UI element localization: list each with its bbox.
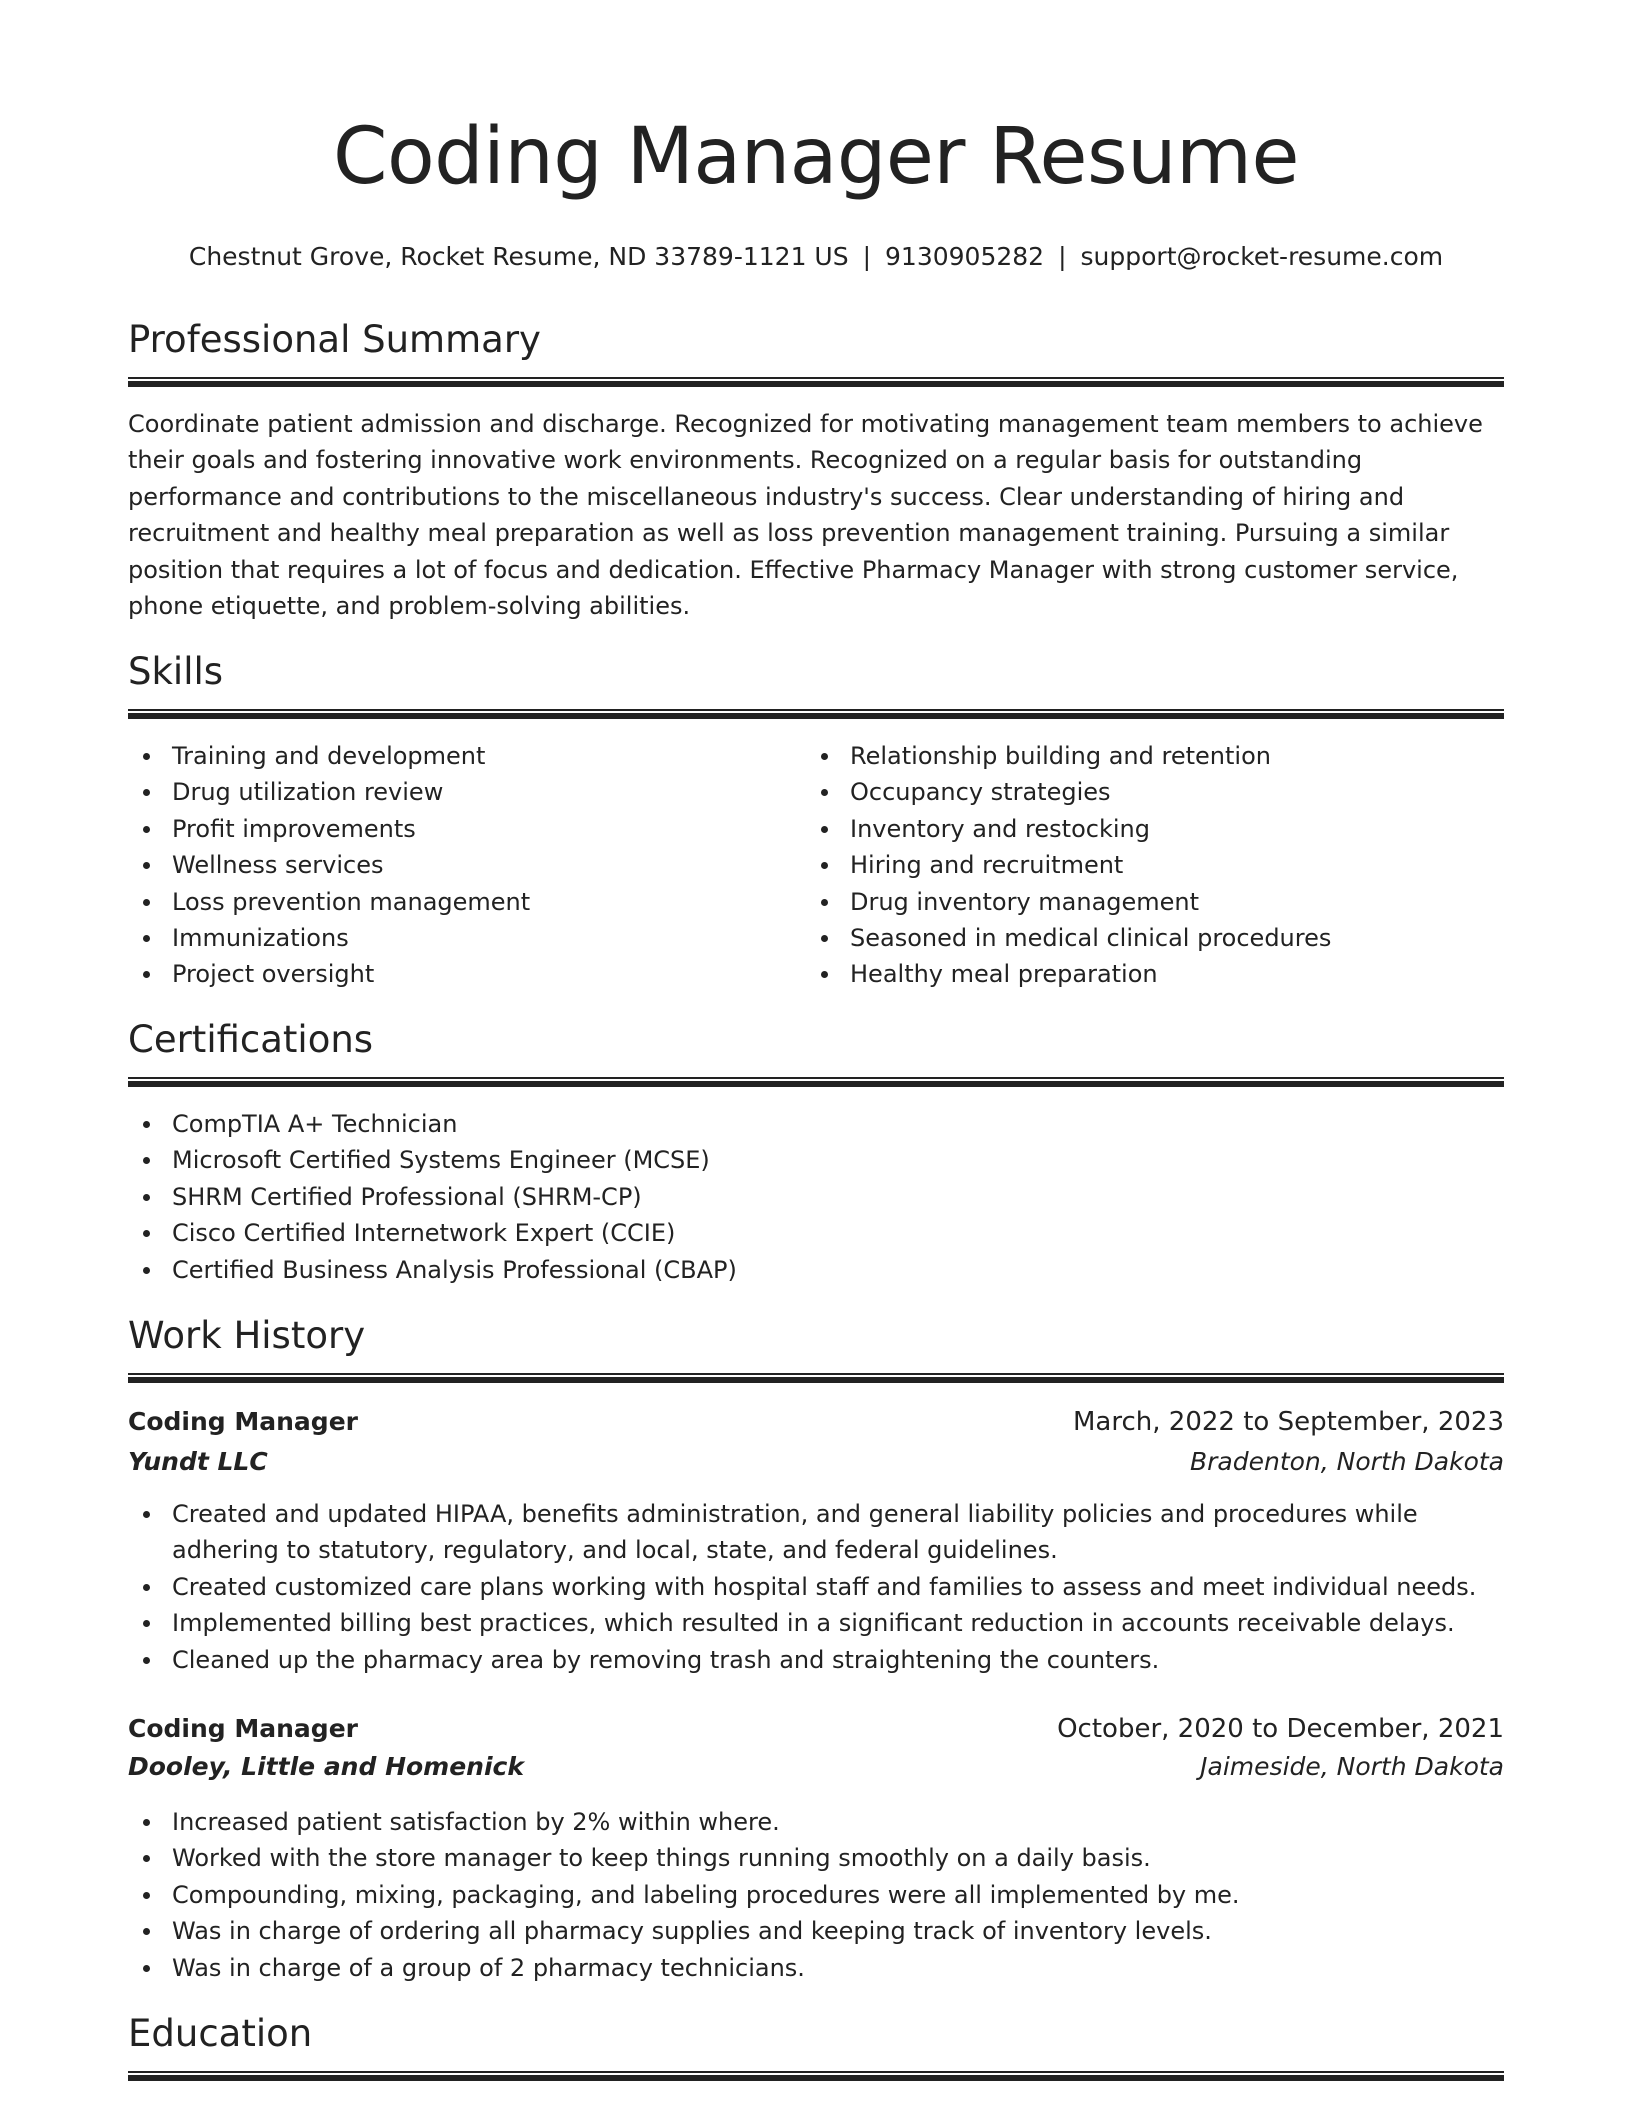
job-company: Dooley, Little and Homenick (128, 1752, 524, 1781)
job-company: Yundt LLC (128, 1447, 268, 1476)
skills-heading: Skills (128, 650, 224, 693)
job-bullet: Created and updated HIPAA, benefits administration, and general liability policies and procedures while adhering to statutory, regulatory, and local, state, and federal guidelines. (128, 1496, 1504, 1569)
skill-item: Hiring and recruitment (806, 847, 1504, 883)
summary-heading: Professional Summary (128, 318, 541, 361)
skills-list-right (806, 738, 1504, 993)
contact-phone: 9130905282 (885, 242, 1045, 271)
certifications-list (128, 1106, 1504, 1288)
job-bullets (128, 1496, 1504, 1678)
skill-item: Project oversight (128, 956, 788, 992)
skill-item: Healthy meal preparation (806, 956, 1504, 992)
skill-item: Inventory and restocking (806, 811, 1504, 847)
job-bullet: Was in charge of ordering all pharmacy supplies and keeping track of inventory levels. (128, 1913, 1504, 1949)
job-bullet: Implemented billing best practices, which resulted in a significant reduction in accounts receivable delays. (128, 1605, 1504, 1641)
contact-line (0, 242, 1632, 272)
job-location: Jaimeside, North Dakota (1200, 1752, 1504, 1781)
job-bullet: Created customized care plans working with hospital staff and families to assess and meet individual needs. (128, 1569, 1504, 1605)
skill-item: Training and development (128, 738, 788, 774)
skill-item: Occupancy strategies (806, 774, 1504, 810)
section-divider (128, 709, 1504, 719)
skill-item: Wellness services (128, 847, 788, 883)
certification-item: CompTIA A+ Technician (128, 1106, 1504, 1142)
contact-separator: | (862, 242, 872, 271)
job-bullet: Worked with the store manager to keep things running smoothly on a daily basis. (128, 1840, 1504, 1876)
contact-separator: | (1058, 242, 1067, 271)
certification-item: Microsoft Certified Systems Engineer (MCSE) (128, 1142, 1504, 1178)
section-divider (128, 1077, 1504, 1087)
section-divider (128, 377, 1504, 387)
work-history-heading: Work History (128, 1314, 366, 1357)
job-bullet: Increased patient satisfaction by 2% within where. (128, 1804, 1504, 1840)
summary-text: Coordinate patient admission and discharge. Recognized for motivating management team members to achieve their goals and fostering innovative work environments. Recognized on a regular basis for outstanding performance and contributions to the miscellaneous industry's success. Clear understanding of hiring and recruitment and healthy meal preparation as well as loss prevention management training. Pursuing a similar position that requires a lot of focus and dedication. Effective Pharmacy Manager with strong customer service, phone etiquette, and problem-solving abilities. (128, 410, 1483, 621)
skills-list-left (128, 738, 788, 993)
skill-item: Immunizations (128, 920, 788, 956)
contact-address: Chestnut Grove, Rocket Resume, ND 33789-1121 US (188, 242, 849, 271)
contact-email: support@rocket-resume.com (1080, 242, 1444, 271)
skill-item: Drug inventory management (806, 884, 1504, 920)
certification-item: Certified Business Analysis Professional (CBAP) (128, 1252, 1504, 1288)
page-title: Coding Manager Resume (332, 112, 1300, 202)
job-dates: March, 2022 to September, 2023 (1073, 1407, 1504, 1437)
skill-item: Loss prevention management (128, 884, 788, 920)
skill-item: Profit improvements (128, 811, 788, 847)
job-bullets (128, 1804, 1504, 1986)
skill-item: Drug utilization review (128, 774, 788, 810)
skill-item: Relationship building and retention (806, 738, 1504, 774)
certifications-heading: Certifications (128, 1018, 374, 1061)
section-divider (128, 2071, 1504, 2081)
job-bullet: Was in charge of a group of 2 pharmacy technicians. (128, 1950, 1504, 1986)
job-bullet: Compounding, mixing, packaging, and labeling procedures were all implemented by me. (128, 1877, 1504, 1913)
job-location: Bradenton, North Dakota (1189, 1447, 1504, 1476)
job-title: Coding Manager (128, 1407, 358, 1436)
certification-item: Cisco Certified Internetwork Expert (CCIE) (128, 1215, 1504, 1251)
job-dates: October, 2020 to December, 2021 (1057, 1714, 1504, 1744)
certification-item: SHRM Certified Professional (SHRM-CP) (128, 1179, 1504, 1215)
skill-item: Seasoned in medical clinical procedures (806, 920, 1504, 956)
job-title: Coding Manager (128, 1714, 358, 1743)
section-divider (128, 1373, 1504, 1383)
job-bullet: Cleaned up the pharmacy area by removing trash and straightening the counters. (128, 1642, 1504, 1678)
education-heading: Education (128, 2012, 313, 2055)
